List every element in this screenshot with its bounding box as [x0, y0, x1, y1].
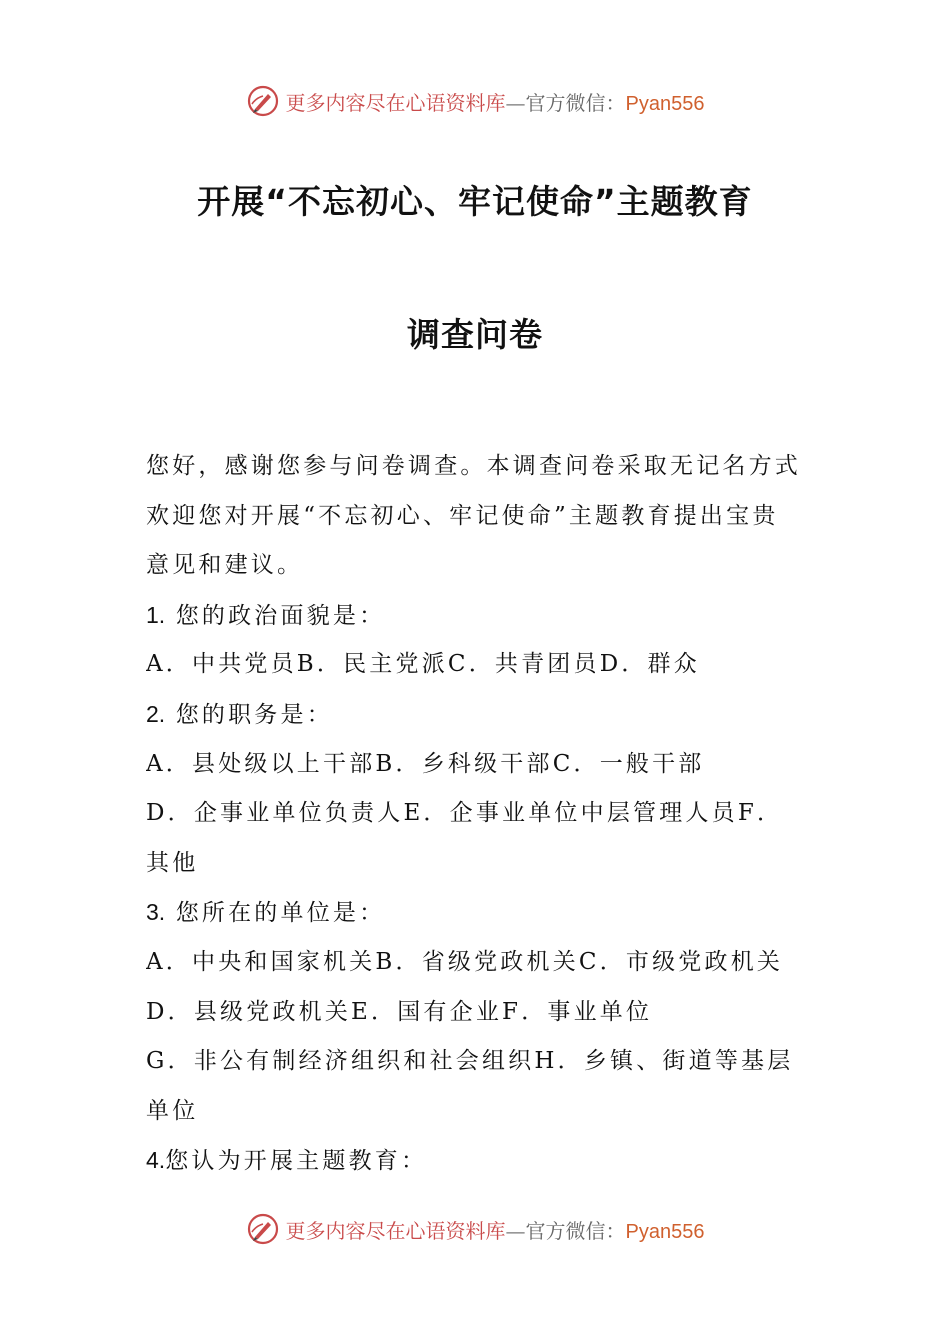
- watermark-text: [286, 87, 705, 116]
- watermark-dash: —: [505, 1218, 526, 1243]
- watermark-wechat-id: Pyan556: [625, 92, 705, 115]
- footer-watermark: [0, 1212, 950, 1246]
- question-3-options: A．中央和国家机关B．省级党政机关C．市级党政机关: [146, 948, 784, 975]
- watermark-brand: 更多内容尽在心语资料库: [285, 1218, 506, 1243]
- pen-logo-icon: [246, 1212, 280, 1246]
- question-number: 3.: [146, 899, 166, 926]
- question-1-options: A．中共党员B．民主党派C．共青团员D．群众: [146, 651, 700, 678]
- document-subtitle: 调查问卷: [407, 315, 543, 354]
- question-1: [146, 591, 812, 641]
- question-text: 您所在的单位是：: [175, 900, 386, 927]
- question-2-options: A．县处级以上干部B．乡科级干部C．一般干部: [146, 750, 705, 777]
- watermark-text: [286, 1215, 705, 1244]
- question-3: [146, 888, 812, 938]
- question-4: [146, 1136, 812, 1186]
- question-text: 您的政治面貌是：: [175, 602, 386, 629]
- watermark-wechat-id: Pyan556: [625, 1220, 705, 1243]
- watermark-official-label: 官方微信：: [525, 90, 626, 115]
- intro-line: 意见和建议。: [146, 552, 304, 579]
- watermark-brand: 更多内容尽在心语资料库: [285, 90, 506, 115]
- header-watermark: [0, 84, 950, 118]
- question-number: 4.: [146, 1147, 166, 1174]
- watermark-dash: —: [505, 90, 526, 115]
- question-3-options: 单位: [146, 1097, 199, 1124]
- intro-line: 您好，感谢您参与问卷调查。本调查问卷采取无记名方式: [146, 453, 801, 479]
- document-title: 开展“不忘初心、牢记使命”主题教育: [197, 182, 753, 221]
- question-number: 1.: [146, 601, 166, 628]
- watermark-official-label: 官方微信：: [525, 1218, 626, 1243]
- pen-logo-icon: [246, 84, 280, 118]
- intro-line: 欢迎您对开展“不忘初心、牢记使命”主题教育提出宝贵: [146, 502, 779, 529]
- document-body: [146, 442, 812, 1186]
- question-text: 您认为开展主题教育：: [165, 1148, 428, 1175]
- question-2-options: 其他: [146, 849, 199, 876]
- question-2-options: D．企事业单位负责人E．企事业单位中层管理人员F．: [146, 800, 784, 827]
- question-3-options: D．县级党政机关E．国有企业F．事业单位: [146, 998, 653, 1025]
- question-3-options: G．非公有制经济组织和社会组织H．乡镇、街道等基层: [146, 1048, 794, 1075]
- question-number: 2.: [146, 700, 166, 727]
- question-text: 您的职务是：: [175, 701, 333, 728]
- question-2: [146, 690, 812, 740]
